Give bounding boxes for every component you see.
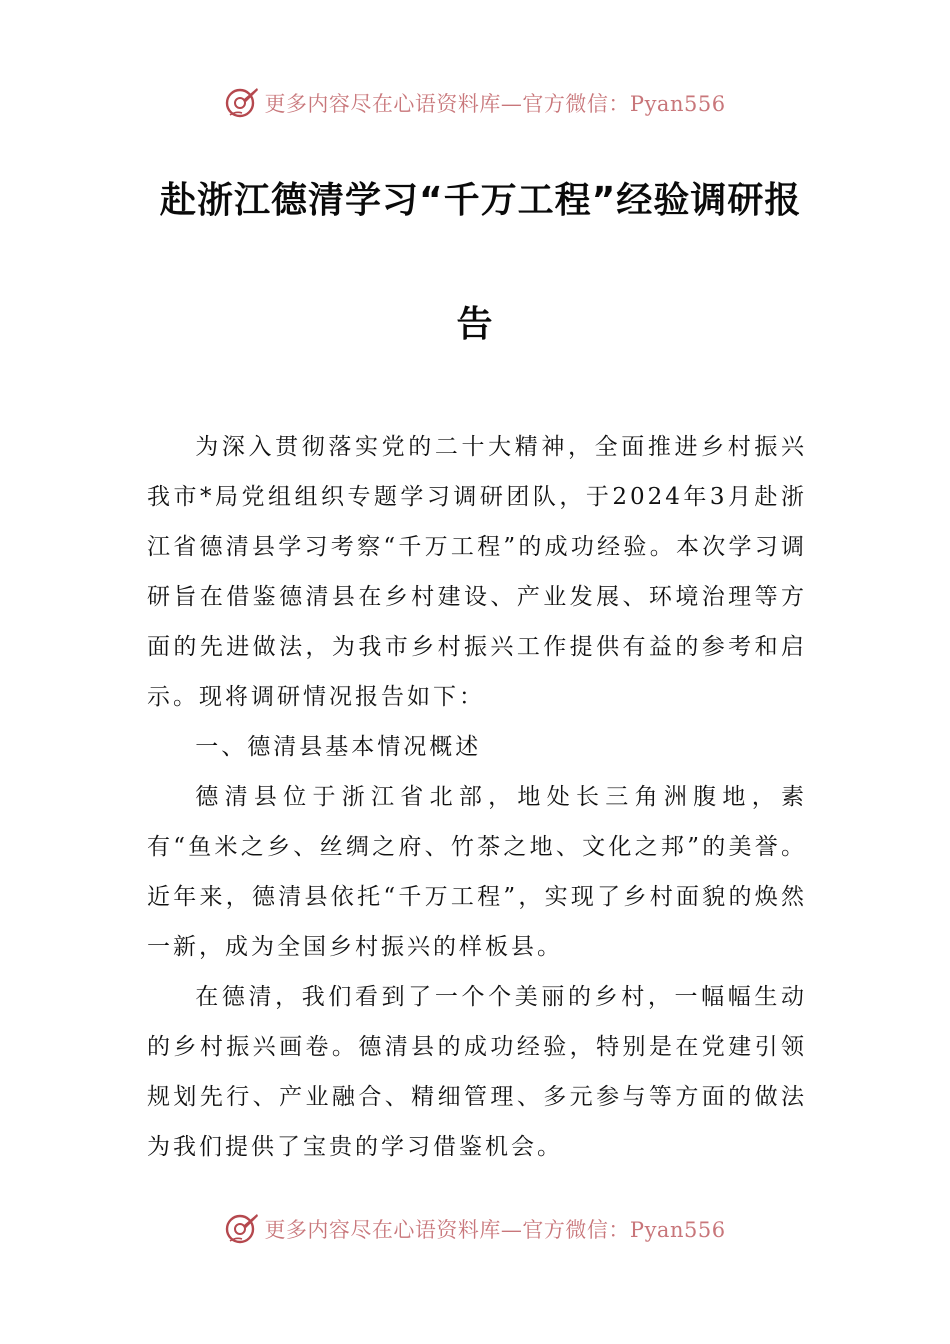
pen-logo-icon (224, 85, 260, 121)
paragraph-observation: 在德清，我们看到了一个个美丽的乡村，一幅幅生动的乡村振兴画卷。德清县的成功经验，特别是在党建引领规划先行、产业融合、精细管理、多元参与等方面的做法为我们提供了宝贵的学习借鉴机会。 (147, 984, 807, 1160)
section-heading-1: 一、德清县基本情况概述 (195, 734, 482, 760)
paragraph-overview: 德清县位于浙江省北部，地处长三角洲腹地，素有“鱼米之乡、丝绸之府、竹茶之地、文化之邦”的美誉。近年来，德清县依托“千万工程”，实现了乡村面貌的焕然一新，成为全国乡村振兴的样板县。 (147, 784, 807, 960)
watermark-text: 更多内容尽在心语资料库—官方微信：Pyan556 (264, 92, 726, 116)
watermark-banner-top (0, 83, 950, 123)
pen-logo-icon (224, 1211, 260, 1247)
paragraph-intro: 为深入贯彻落实党的二十大精神，全面推进乡村振兴我市*局党组组织专题学习调研团队，于2024年3月赴浙江省德清县学习考察“千万工程”的成功经验。本次学习调研旨在借鉴德清县在乡村建设、产业发展、环境治理等方面的先进做法，为我市乡村振兴工作提供有益的参考和启示。现将调研情况报告如下： (147, 434, 807, 710)
document-title-line-1: 赴浙江德清学习“千万工程”经验调研报 (160, 180, 802, 221)
watermark-banner-bottom (0, 1209, 950, 1249)
document-body (147, 422, 807, 1172)
document-title-line-2: 告 (456, 304, 494, 345)
watermark-text: 更多内容尽在心语资料库—官方微信：Pyan556 (264, 1218, 726, 1242)
